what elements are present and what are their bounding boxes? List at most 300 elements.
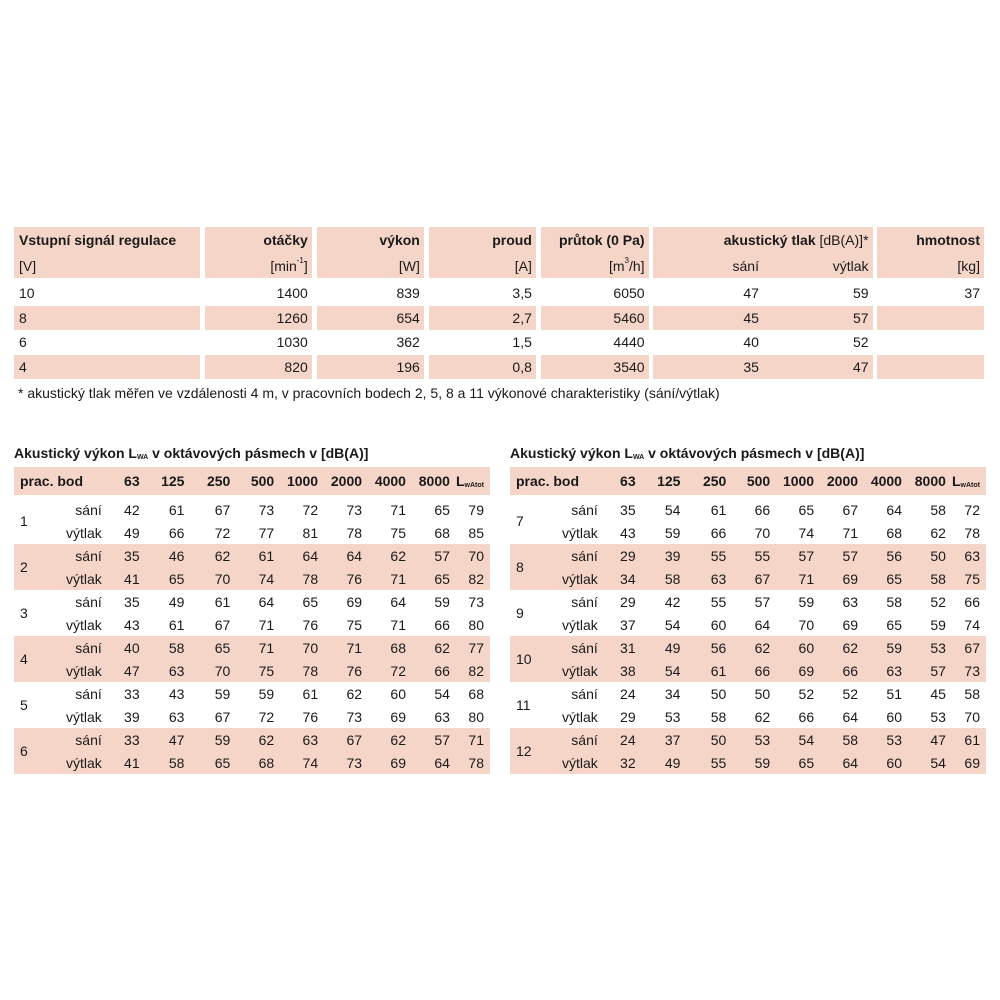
value-cell: 52 bbox=[842, 685, 859, 702]
suction-label: sání bbox=[571, 685, 598, 702]
octave-title-sub: WA bbox=[632, 454, 645, 461]
header-band: 8000 bbox=[418, 473, 450, 489]
value-cell: 64 bbox=[390, 593, 406, 610]
value-cell: 57 bbox=[930, 662, 946, 679]
value-cell: 31 bbox=[620, 639, 636, 656]
unit-suction: sání bbox=[653, 253, 762, 278]
cell-power: 196 bbox=[317, 355, 424, 380]
discharge-label: výtlak bbox=[561, 662, 598, 679]
value-cell: 59 bbox=[930, 616, 946, 633]
value-cell: 70 bbox=[468, 547, 484, 564]
value-cell: 67 bbox=[754, 570, 771, 587]
value-cell: 29 bbox=[620, 593, 636, 610]
unit-speed-post: ] bbox=[303, 257, 308, 274]
value-cell: 62 bbox=[754, 639, 771, 656]
cell-speed: 820 bbox=[205, 355, 312, 380]
value-cell: 70 bbox=[754, 524, 771, 541]
value-cell: 24 bbox=[620, 731, 636, 748]
value-cell: 61 bbox=[168, 501, 185, 518]
value-cell: 67 bbox=[964, 639, 980, 656]
value-cell: 62 bbox=[842, 639, 859, 656]
value-cell: 65 bbox=[886, 616, 902, 633]
value-cell: 73 bbox=[964, 662, 980, 679]
value-cell: 35 bbox=[124, 547, 140, 564]
header-band: 63 bbox=[620, 473, 636, 489]
header-band: 500 bbox=[746, 473, 771, 489]
value-cell: 80 bbox=[468, 708, 484, 725]
header-row bbox=[14, 227, 984, 253]
value-cell: 68 bbox=[468, 685, 484, 702]
table-row bbox=[14, 567, 490, 590]
value-cell: 53 bbox=[886, 731, 902, 748]
value-cell: 50 bbox=[930, 547, 946, 564]
value-cell: 47 bbox=[930, 731, 946, 748]
value-cell: 74 bbox=[964, 616, 980, 633]
octave-title-right bbox=[510, 445, 864, 461]
table-row bbox=[14, 521, 490, 544]
header-point: prac. bod bbox=[516, 473, 580, 489]
cell-current: 3,5 bbox=[512, 285, 532, 302]
cell-signal: 8 bbox=[14, 306, 200, 331]
table-row bbox=[14, 281, 984, 306]
header-point: prac. bod bbox=[20, 473, 84, 489]
cell-signal: 10 bbox=[19, 285, 35, 302]
value-cell: 77 bbox=[468, 639, 484, 656]
value-cell: 73 bbox=[346, 501, 363, 518]
value-cell: 58 bbox=[168, 754, 185, 771]
value-cell: 55 bbox=[710, 754, 727, 771]
value-cell: 70 bbox=[964, 708, 980, 725]
cell-discharge: 59 bbox=[852, 285, 869, 302]
value-cell: 49 bbox=[664, 639, 681, 656]
table-row bbox=[510, 751, 986, 774]
value-cell: 62 bbox=[390, 547, 406, 564]
header-total bbox=[952, 467, 986, 495]
value-cell: 66 bbox=[754, 501, 771, 518]
value-cell: 64 bbox=[434, 754, 450, 771]
cell-suction: 47 bbox=[743, 285, 759, 302]
discharge-label: výtlak bbox=[561, 708, 598, 725]
unit-flow-pre: [m bbox=[608, 257, 625, 274]
unit-power: [W] bbox=[317, 253, 424, 278]
cell-power: 839 bbox=[396, 285, 420, 302]
cell-current: 0,8 bbox=[429, 355, 536, 380]
value-cell: 64 bbox=[842, 754, 859, 771]
value-cell: 61 bbox=[214, 593, 231, 610]
value-cell: 32 bbox=[620, 754, 636, 771]
value-cell: 66 bbox=[842, 662, 859, 679]
table-row bbox=[14, 330, 984, 355]
value-cell: 70 bbox=[214, 570, 231, 587]
value-cell: 74 bbox=[258, 570, 275, 587]
table-row bbox=[14, 705, 490, 728]
unit-speed bbox=[205, 253, 312, 278]
value-cell: 41 bbox=[124, 754, 140, 771]
value-cell: 69 bbox=[798, 662, 815, 679]
value-cell: 60 bbox=[886, 754, 902, 771]
value-cell: 59 bbox=[214, 731, 231, 748]
value-cell: 57 bbox=[754, 593, 771, 610]
value-cell: 65 bbox=[798, 501, 815, 518]
suction-label: sání bbox=[75, 639, 102, 656]
value-cell: 33 bbox=[124, 685, 140, 702]
table-row bbox=[510, 705, 986, 728]
header-band: 8000 bbox=[914, 473, 946, 489]
value-cell: 76 bbox=[346, 662, 363, 679]
value-cell: 49 bbox=[124, 524, 140, 541]
value-cell: 53 bbox=[754, 731, 771, 748]
suction-label: sání bbox=[571, 593, 598, 610]
discharge-label: výtlak bbox=[561, 524, 598, 541]
value-cell: 74 bbox=[798, 524, 815, 541]
suction-label: sání bbox=[75, 731, 102, 748]
value-cell: 54 bbox=[434, 685, 450, 702]
discharge-label: výtlak bbox=[561, 616, 598, 633]
value-cell: 63 bbox=[302, 731, 319, 748]
value-cell: 42 bbox=[664, 593, 681, 610]
value-cell: 59 bbox=[434, 593, 450, 610]
cell-power: 362 bbox=[396, 334, 420, 351]
value-cell: 62 bbox=[214, 547, 231, 564]
point-number: 4 bbox=[20, 651, 28, 667]
footnote: * akustický tlak měřen ve vzdálenosti 4 m, v pracovních bodech 2, 5, 8 a 11 výkonové charakteristiky (sání/výtlak) bbox=[18, 385, 720, 401]
table-row bbox=[510, 590, 986, 613]
value-cell: 72 bbox=[964, 501, 980, 518]
table-row bbox=[14, 306, 984, 331]
value-cell: 65 bbox=[302, 593, 319, 610]
value-cell: 46 bbox=[168, 547, 185, 564]
table-row bbox=[510, 636, 986, 659]
value-cell: 43 bbox=[168, 685, 185, 702]
value-cell: 63 bbox=[168, 708, 185, 725]
table-row bbox=[510, 682, 986, 705]
octave-title-left bbox=[14, 445, 368, 461]
value-cell: 61 bbox=[168, 616, 185, 633]
discharge-label: výtlak bbox=[65, 570, 102, 587]
value-cell: 71 bbox=[390, 501, 406, 518]
table-row bbox=[510, 728, 986, 751]
value-cell: 70 bbox=[798, 616, 815, 633]
value-cell: 67 bbox=[214, 501, 231, 518]
octave-title-post: v oktávových pásmech v [dB(A)] bbox=[148, 445, 369, 461]
discharge-label: výtlak bbox=[561, 570, 598, 587]
value-cell: 67 bbox=[346, 731, 363, 748]
value-cell: 63 bbox=[886, 662, 902, 679]
value-cell: 65 bbox=[434, 570, 450, 587]
value-cell: 85 bbox=[468, 524, 484, 541]
value-cell: 63 bbox=[710, 570, 727, 587]
cell-discharge: 52 bbox=[852, 334, 869, 351]
value-cell: 62 bbox=[258, 731, 275, 748]
header-total-main: L bbox=[455, 473, 465, 489]
value-cell: 64 bbox=[258, 593, 275, 610]
value-cell: 80 bbox=[468, 616, 484, 633]
value-cell: 66 bbox=[964, 593, 980, 610]
cell-suction: 45 bbox=[653, 306, 762, 331]
table-row bbox=[14, 636, 490, 659]
value-cell: 57 bbox=[434, 731, 450, 748]
value-cell: 75 bbox=[258, 662, 275, 679]
value-cell: 78 bbox=[302, 662, 319, 679]
value-cell: 71 bbox=[798, 570, 815, 587]
point-number: 2 bbox=[20, 559, 28, 575]
value-cell: 69 bbox=[964, 754, 980, 771]
header-noise-label: akustický tlak bbox=[723, 232, 816, 248]
value-cell: 57 bbox=[842, 547, 859, 564]
value-cell: 76 bbox=[302, 708, 319, 725]
value-cell: 78 bbox=[468, 754, 484, 771]
value-cell: 34 bbox=[620, 570, 636, 587]
value-cell: 61 bbox=[710, 662, 727, 679]
value-cell: 56 bbox=[710, 639, 727, 656]
value-cell: 33 bbox=[124, 731, 140, 748]
cell-suction: 40 bbox=[743, 334, 759, 351]
point-number: 11 bbox=[516, 697, 531, 713]
cell-suction: 35 bbox=[653, 355, 762, 380]
header-band: 500 bbox=[250, 473, 275, 489]
cell-weight bbox=[877, 330, 984, 355]
value-cell: 73 bbox=[346, 754, 363, 771]
value-cell: 82 bbox=[468, 570, 484, 587]
value-cell: 60 bbox=[390, 685, 406, 702]
table-row bbox=[14, 355, 984, 380]
value-cell: 71 bbox=[258, 639, 275, 656]
header-weight: hmotnost bbox=[877, 227, 984, 253]
value-cell: 73 bbox=[468, 593, 484, 610]
value-cell: 69 bbox=[390, 708, 406, 725]
value-cell: 67 bbox=[214, 616, 231, 633]
value-cell: 61 bbox=[710, 501, 727, 518]
header-signal: Vstupní signál regulace bbox=[14, 227, 200, 253]
value-cell: 70 bbox=[214, 662, 231, 679]
value-cell: 71 bbox=[468, 731, 484, 748]
cell-flow: 5460 bbox=[541, 306, 649, 331]
value-cell: 72 bbox=[302, 501, 319, 518]
value-cell: 79 bbox=[468, 501, 484, 518]
value-cell: 66 bbox=[168, 524, 185, 541]
value-cell: 54 bbox=[664, 616, 681, 633]
value-cell: 64 bbox=[302, 547, 319, 564]
value-cell: 59 bbox=[798, 593, 815, 610]
value-cell: 71 bbox=[390, 616, 406, 633]
value-cell: 57 bbox=[798, 547, 815, 564]
value-cell: 53 bbox=[930, 708, 946, 725]
value-cell: 67 bbox=[214, 708, 231, 725]
value-cell: 55 bbox=[710, 593, 727, 610]
header-total bbox=[456, 467, 490, 495]
value-cell: 68 bbox=[434, 524, 450, 541]
suction-label: sání bbox=[571, 731, 598, 748]
header-speed: otáčky bbox=[205, 227, 312, 253]
value-cell: 65 bbox=[886, 570, 902, 587]
value-cell: 54 bbox=[664, 662, 681, 679]
header-noise bbox=[653, 227, 872, 253]
value-cell: 62 bbox=[434, 639, 450, 656]
header-band: 1000 bbox=[286, 473, 319, 489]
value-cell: 58 bbox=[842, 731, 859, 748]
table-row bbox=[14, 751, 490, 774]
suction-label: sání bbox=[571, 639, 598, 656]
unit-flow-post: /h] bbox=[628, 257, 645, 274]
value-cell: 72 bbox=[258, 708, 275, 725]
cell-flow: 3540 bbox=[541, 355, 649, 380]
value-cell: 66 bbox=[798, 708, 815, 725]
discharge-label: výtlak bbox=[65, 616, 102, 633]
value-cell: 57 bbox=[434, 547, 450, 564]
value-cell: 65 bbox=[434, 501, 450, 518]
value-cell: 47 bbox=[168, 731, 185, 748]
cell-speed: 1400 bbox=[276, 285, 308, 302]
cell-power: 654 bbox=[317, 306, 424, 331]
octave-header-row bbox=[14, 467, 490, 495]
value-cell: 50 bbox=[710, 685, 727, 702]
value-cell: 60 bbox=[886, 708, 902, 725]
header-band: 250 bbox=[702, 473, 727, 489]
header-total-sub: wAtot bbox=[464, 482, 484, 489]
unit-flow-sup: 3 bbox=[624, 255, 629, 265]
value-cell: 65 bbox=[168, 570, 185, 587]
octave-table-right bbox=[510, 467, 986, 774]
value-cell: 82 bbox=[468, 662, 484, 679]
value-cell: 62 bbox=[754, 708, 771, 725]
table-row bbox=[14, 613, 490, 636]
units-row bbox=[14, 253, 984, 278]
value-cell: 58 bbox=[886, 593, 902, 610]
value-cell: 65 bbox=[214, 754, 231, 771]
suction-label: sání bbox=[75, 501, 102, 518]
value-cell: 64 bbox=[346, 547, 363, 564]
cell-flow: 6050 bbox=[613, 285, 645, 302]
cell-signal: 6 bbox=[19, 334, 27, 351]
value-cell: 58 bbox=[664, 570, 681, 587]
unit-speed-pre: [min bbox=[270, 257, 297, 274]
table-row bbox=[510, 567, 986, 590]
point-number: 7 bbox=[516, 513, 524, 529]
value-cell: 59 bbox=[258, 685, 275, 702]
table-row bbox=[510, 521, 986, 544]
value-cell: 76 bbox=[302, 616, 319, 633]
cell-speed: 1030 bbox=[276, 334, 308, 351]
value-cell: 51 bbox=[886, 685, 902, 702]
value-cell: 61 bbox=[964, 731, 980, 748]
point-number: 6 bbox=[20, 743, 28, 759]
unit-speed-sup: -1 bbox=[296, 255, 304, 265]
unit-discharge: výtlak bbox=[763, 253, 873, 278]
value-cell: 65 bbox=[798, 754, 815, 771]
octave-title-text: Akustický výkon L bbox=[14, 445, 137, 461]
header-band: 63 bbox=[124, 473, 140, 489]
value-cell: 40 bbox=[124, 639, 140, 656]
cell-speed: 1260 bbox=[205, 306, 312, 331]
value-cell: 72 bbox=[214, 524, 231, 541]
value-cell: 38 bbox=[620, 662, 636, 679]
value-cell: 60 bbox=[798, 639, 815, 656]
header-power: výkon bbox=[317, 227, 424, 253]
value-cell: 63 bbox=[434, 708, 450, 725]
value-cell: 37 bbox=[620, 616, 636, 633]
value-cell: 50 bbox=[710, 731, 727, 748]
value-cell: 59 bbox=[664, 524, 681, 541]
table-row bbox=[14, 659, 490, 682]
value-cell: 73 bbox=[346, 708, 363, 725]
value-cell: 65 bbox=[214, 639, 231, 656]
value-cell: 81 bbox=[302, 524, 319, 541]
table-row bbox=[510, 659, 986, 682]
discharge-label: výtlak bbox=[65, 524, 102, 541]
value-cell: 64 bbox=[842, 708, 859, 725]
header-band: 2000 bbox=[826, 473, 859, 489]
value-cell: 71 bbox=[390, 570, 406, 587]
value-cell: 49 bbox=[168, 593, 185, 610]
value-cell: 69 bbox=[390, 754, 406, 771]
value-cell: 49 bbox=[664, 754, 681, 771]
unit-weight: [kg] bbox=[877, 253, 984, 278]
value-cell: 59 bbox=[214, 685, 231, 702]
cell-discharge: 57 bbox=[763, 306, 873, 331]
cell-weight bbox=[877, 355, 984, 380]
header-band: 1000 bbox=[782, 473, 815, 489]
cell-flow: 4440 bbox=[613, 334, 645, 351]
suction-label: sání bbox=[571, 547, 598, 564]
value-cell: 34 bbox=[664, 685, 681, 702]
octave-header-row bbox=[510, 467, 986, 495]
value-cell: 74 bbox=[302, 754, 319, 771]
point-number: 10 bbox=[516, 651, 532, 667]
header-total-main: L bbox=[951, 473, 961, 489]
value-cell: 58 bbox=[168, 639, 185, 656]
cell-signal: 4 bbox=[14, 355, 200, 380]
value-cell: 66 bbox=[434, 616, 450, 633]
value-cell: 58 bbox=[710, 708, 727, 725]
value-cell: 55 bbox=[754, 547, 771, 564]
value-cell: 35 bbox=[620, 501, 636, 518]
value-cell: 70 bbox=[302, 639, 319, 656]
value-cell: 61 bbox=[302, 685, 319, 702]
value-cell: 60 bbox=[710, 616, 727, 633]
point-number: 5 bbox=[20, 697, 28, 713]
value-cell: 29 bbox=[620, 708, 636, 725]
value-cell: 78 bbox=[302, 570, 319, 587]
value-cell: 76 bbox=[346, 570, 363, 587]
header-band: 4000 bbox=[870, 473, 902, 489]
value-cell: 63 bbox=[168, 662, 185, 679]
value-cell: 54 bbox=[664, 501, 681, 518]
value-cell: 59 bbox=[754, 754, 771, 771]
value-cell: 47 bbox=[124, 662, 140, 679]
header-current: proud bbox=[429, 227, 536, 253]
unit-current: [A] bbox=[429, 253, 536, 278]
value-cell: 66 bbox=[710, 524, 727, 541]
value-cell: 56 bbox=[886, 547, 902, 564]
value-cell: 68 bbox=[886, 524, 902, 541]
table-row bbox=[14, 590, 490, 613]
header-band: 125 bbox=[657, 473, 681, 489]
cell-current: 2,7 bbox=[429, 306, 536, 331]
suction-label: sání bbox=[571, 501, 598, 518]
value-cell: 72 bbox=[390, 662, 406, 679]
point-number: 3 bbox=[20, 605, 28, 621]
value-cell: 66 bbox=[754, 662, 771, 679]
point-number: 12 bbox=[516, 743, 532, 759]
value-cell: 59 bbox=[886, 639, 902, 656]
value-cell: 52 bbox=[798, 685, 815, 702]
discharge-label: výtlak bbox=[65, 708, 102, 725]
value-cell: 35 bbox=[124, 593, 140, 610]
cell-current: 1,5 bbox=[512, 334, 532, 351]
value-cell: 53 bbox=[664, 708, 681, 725]
cell-discharge: 47 bbox=[763, 355, 873, 380]
value-cell: 75 bbox=[964, 570, 980, 587]
